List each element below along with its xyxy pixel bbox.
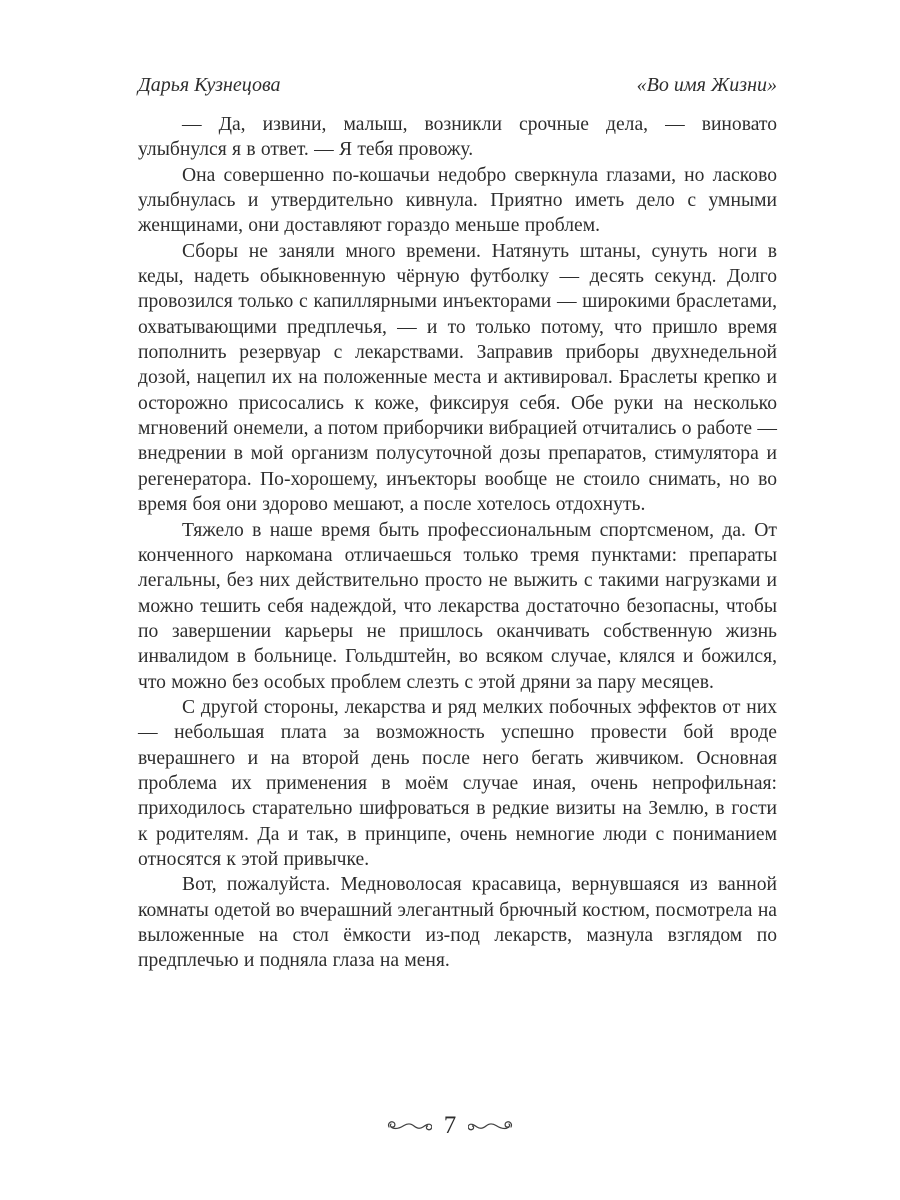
paragraph: Тяжело в наше время быть профессиональным спортсменом, да. От конченного наркомана отличаешься только тремя пунктами: препараты легальны, без них действительно просто не выжить с такими нагрузками и можно тешить себя надеждой, что лекарства достаточно безопасны, чтобы по завершении карьеры не пришлось оканчивать собственную жизнь инвалидом в больнице. Гольдштейн, во всяком случае, клялся и божился, что можно без особых проблем слезть с этой дряни за пару месяцев.: [138, 519, 777, 693]
book-title: «Во имя Жизни»: [636, 74, 777, 96]
flourish-left-icon: [386, 1117, 432, 1135]
author-name: Дарья Кузнецова: [138, 74, 281, 96]
body-text: [138, 112, 777, 974]
page-footer: [0, 1113, 900, 1138]
page-number: 7: [443, 1112, 457, 1139]
paragraph: С другой стороны, лекарства и ряд мелких побочных эффектов от них — небольшая плата за возможность успешно провести бой вроде вчерашнего и на второй день после него бегать живчиком. Основная проблема их применения в моём случае иная, очень непрофильная: приходилось старательно шифроваться в редкие визиты на Землю, в гости к родителям. Да и так, в принципе, очень немногие люди с пониманием относятся к этой привычке.: [138, 696, 777, 870]
paragraph: Сборы не заняли много времени. Натянуть штаны, сунуть ноги в кеды, надеть обыкновенную чёрную футболку — десять секунд. Долго провозился только с капиллярными инъекторами — широкими браслетами, охватывающими предплечья, — и то только потому, что пришло время пополнить резервуар с лекарствами. Заправив приборы двухнедельной дозой, нацепил их на положенные места и активировал. Браслеты крепко и осторожно присосались к коже, фиксируя себя. Обе руки на несколько мгновений онемели, а потом приборчики вибрацией отчитались о работе — внедрении в мой организм полусуточной дозы препаратов, стимулятора и регенератора. По-хорошему, инъекторы вообще не стоило снимать, но во время боя они здорово мешают, а после хотелось отдохнуть.: [138, 240, 777, 516]
flourish-right-icon: [468, 1117, 514, 1135]
paragraph: — Да, извини, малыш, возникли срочные дела, — виновато улыбнулся я в ответ. — Я тебя провожу.: [138, 114, 777, 161]
running-header: [138, 74, 777, 97]
paragraph: Вот, пожалуйста. Медноволосая красавица, вернувшаяся из ванной комнаты одетой во вчерашний элегантный брючный костюм, посмотрела на выложенные на стол ёмкости из-под лекарств, мазнула взглядом по предплечью и подняла глаза на меня.: [138, 874, 777, 972]
paragraph: Она совершенно по-кошачьи недобро сверкнула глазами, но ласково улыбнулась и утвердительно кивнула. Приятно иметь дело с умными женщинами, они доставляют гораздо меньше проблем.: [138, 164, 777, 237]
